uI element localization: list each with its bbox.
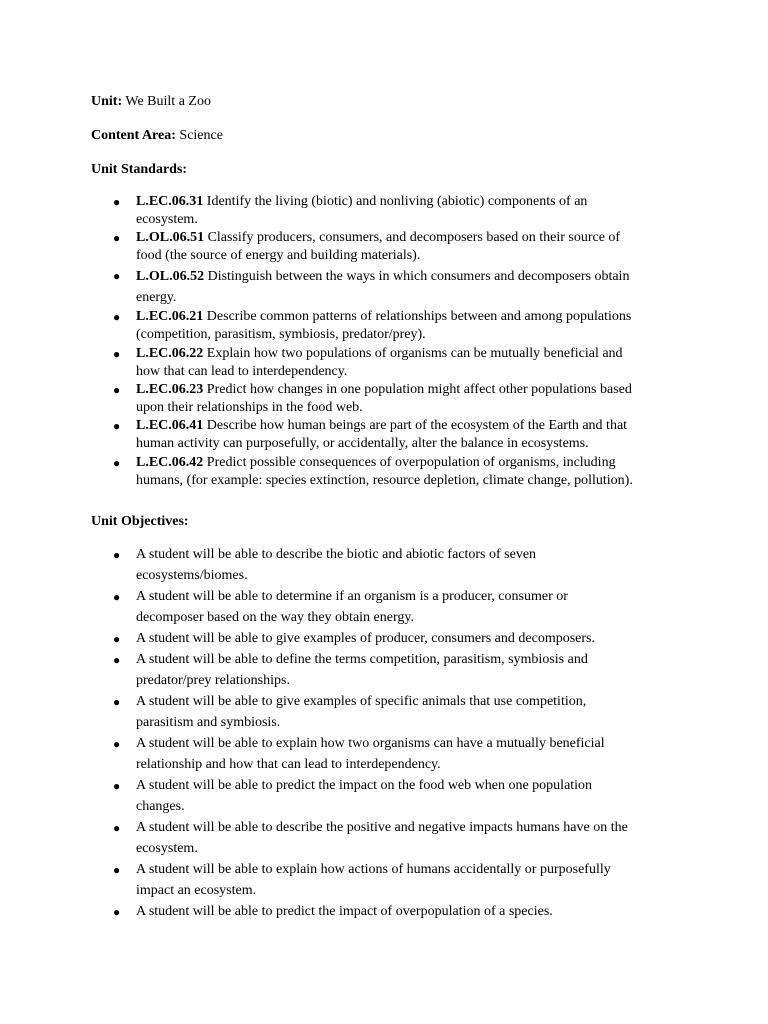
unit-line: [91, 94, 211, 110]
standard-code: L.EC.06.21: [136, 309, 204, 325]
objective-text: A student will be able to predict the impact of overpopulation of a species.: [136, 904, 553, 920]
standards-heading: Unit Standards:: [91, 162, 188, 177]
objective-item: [91, 734, 691, 776]
bullet-icon: ●: [113, 382, 121, 397]
objective-item: [91, 629, 691, 650]
objective-item: [91, 902, 691, 923]
standard-code: L.OL.06.51: [136, 230, 205, 246]
standard-item: [91, 193, 691, 229]
standard-item: [91, 308, 691, 344]
bullet-icon: ●: [113, 779, 121, 794]
objective-text-cont: parasitism and symbiosis.: [136, 714, 281, 730]
objective-text: A student will be able to explain how actions of humans accidentally or purposefully: [136, 862, 611, 878]
objective-text: A student will be able to give examples of producer, consumers and decomposers.: [136, 630, 595, 646]
standard-item: [91, 229, 691, 265]
objective-text-cont: ecosystem.: [136, 840, 198, 856]
standards-list: [91, 193, 691, 490]
objective-item: [91, 545, 691, 587]
bullet-icon: ●: [113, 821, 121, 836]
standard-text: Predict possible consequences of overpopulation of organisms, including: [206, 454, 616, 470]
bullet-icon: ●: [113, 589, 121, 604]
standard-code: L.OL.06.52: [136, 268, 205, 284]
unit-label: Unit:: [91, 94, 123, 109]
standard-item: [91, 381, 691, 417]
standard-text-cont: ecosystem.: [136, 212, 198, 227]
bullet-icon: ●: [113, 653, 121, 668]
objective-text: A student will be able to predict the impact on the food web when one population: [136, 778, 593, 794]
objective-text: A student will be able to determine if an organism is a producer, consumer or: [136, 588, 568, 604]
objective-text: A student will be able to explain how two organisms can have a mutually beneficial: [136, 736, 605, 752]
objective-item: [91, 587, 691, 629]
standard-text-cont: human activity can purposefully, or accidentally, alter the balance in ecosystems.: [136, 436, 589, 452]
bullet-icon: ●: [113, 863, 121, 878]
bullet-icon: ●: [113, 455, 121, 470]
objective-text-cont: ecosystems/biomes.: [136, 567, 248, 583]
objective-item: [91, 860, 691, 902]
standard-text-cont: humans, (for example: species extinction, resource depletion, climate change, pollution).: [136, 472, 633, 488]
bullet-icon: ●: [113, 737, 121, 752]
objectives-heading: Unit Objectives:: [91, 514, 189, 529]
standard-text: Describe how human beings are part of the ecosystem of the Earth and that: [206, 418, 628, 434]
bullet-icon: ●: [113, 631, 121, 646]
standard-text: Explain how two populations of organisms can be mutually beneficial and: [206, 345, 623, 361]
standard-item: [91, 417, 691, 453]
standard-item: [91, 266, 691, 308]
standard-code: L.EC.06.22: [136, 345, 204, 361]
objectives-list: [91, 545, 691, 923]
objective-text: A student will be able to give examples of specific animals that use competition,: [136, 694, 587, 710]
bullet-icon: ●: [113, 310, 121, 325]
standard-text: Identify the living (biotic) and nonliving (abiotic) components of an: [206, 194, 588, 209]
content-area-line: [91, 128, 223, 144]
standard-code: L.EC.06.42: [136, 454, 204, 470]
standard-text-cont: upon their relationships in the food web.: [136, 399, 363, 415]
objective-text-cont: predator/prey relationships.: [136, 672, 290, 688]
objective-item: [91, 818, 691, 860]
bullet-icon: ●: [113, 695, 121, 710]
standard-text: Predict how changes in one population might affect other populations based: [206, 381, 632, 397]
standard-item: [91, 454, 691, 490]
standard-text-cont: how that can lead to interdependency.: [136, 363, 348, 379]
objective-text-cont: impact an ecosystem.: [136, 882, 257, 898]
bullet-icon: ●: [113, 346, 121, 361]
objective-text-cont: changes.: [136, 798, 185, 814]
objective-item: [91, 650, 691, 692]
standard-text: Classify producers, consumers, and decomposers based on their source of: [207, 230, 621, 246]
bullet-icon: ●: [113, 905, 121, 920]
objective-text: A student will be able to describe the positive and negative impacts humans have on the: [136, 820, 628, 836]
bullet-icon: ●: [113, 419, 121, 434]
standard-text-cont: food (the source of energy and building materials).: [136, 248, 421, 264]
objective-text-cont: relationship and how that can lead to interdependency.: [136, 756, 441, 772]
standard-code: L.EC.06.31: [136, 194, 204, 209]
standard-text-cont: energy.: [136, 289, 177, 305]
bullet-icon: ●: [113, 195, 121, 209]
objective-text: A student will be able to define the terms competition, parasitism, symbiosis and: [136, 652, 588, 668]
objective-text-cont: decomposer based on the way they obtain energy.: [136, 609, 414, 625]
standard-code: L.EC.06.23: [136, 381, 204, 397]
objective-item: [91, 692, 691, 734]
content-area-value: Science: [179, 128, 223, 143]
standard-text-cont: (competition, parasitism, symbiosis, predator/prey).: [136, 327, 426, 343]
standard-code: L.EC.06.41: [136, 418, 204, 434]
objective-text: A student will be able to describe the biotic and abiotic factors of seven: [136, 547, 537, 562]
bullet-icon: ●: [113, 548, 121, 562]
bullet-icon: ●: [113, 268, 121, 283]
objective-item: [91, 776, 691, 818]
standard-text: Describe common patterns of relationships between and among populations: [206, 309, 632, 325]
standard-text: Distinguish between the ways in which consumers and decomposers obtain: [207, 268, 630, 284]
standard-item: [91, 345, 691, 381]
unit-value: We Built a Zoo: [125, 94, 211, 109]
bullet-icon: ●: [113, 231, 121, 246]
content-area-label: Content Area:: [91, 128, 176, 143]
